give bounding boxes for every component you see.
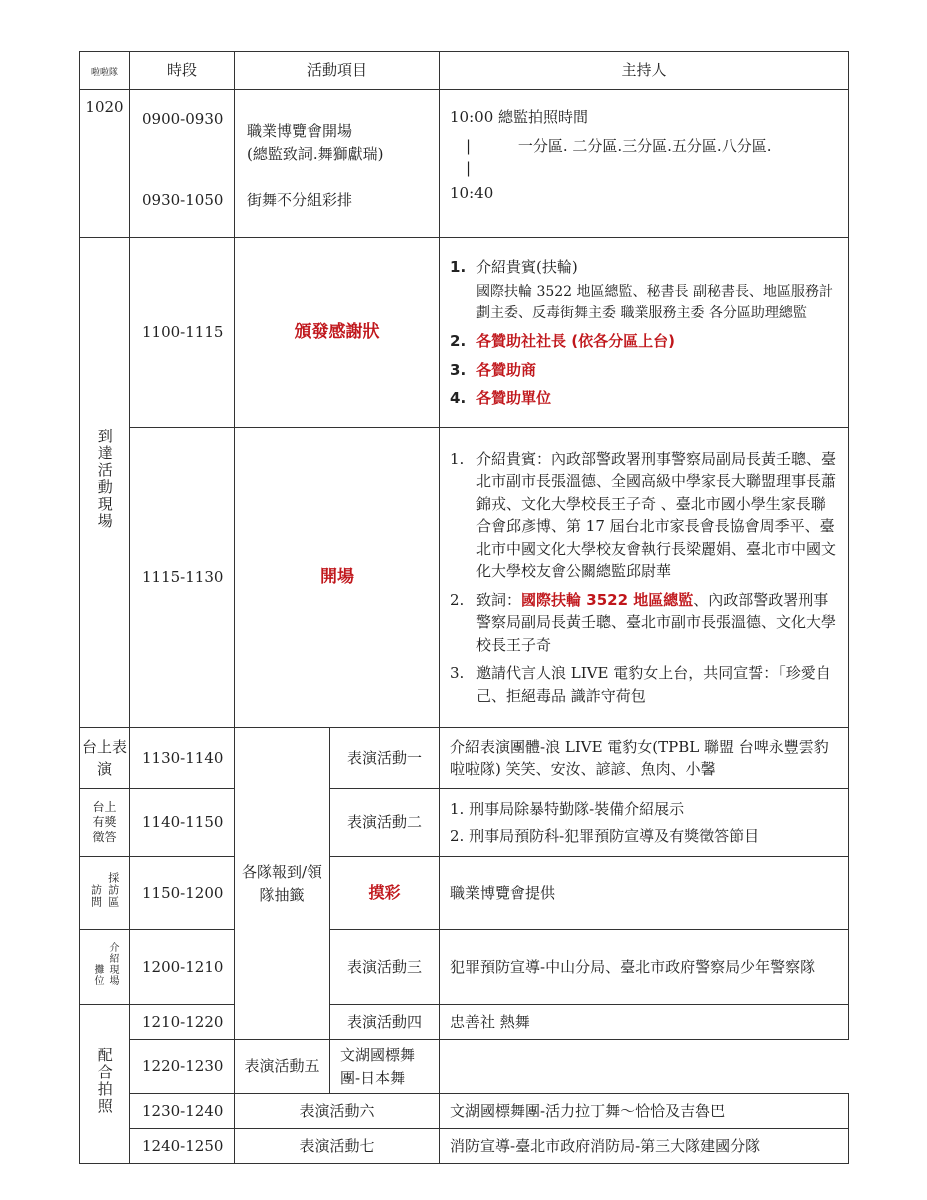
time-cell: 1240-1250 — [130, 1129, 235, 1164]
host-cell — [440, 238, 849, 428]
side-photo: 配合拍照 — [80, 1005, 130, 1164]
time-b: 0930-1050 — [142, 190, 224, 209]
table-row — [80, 1129, 849, 1164]
header-host: 主持人 — [440, 52, 849, 90]
host-line1: 1. 刑事局除暴特勤隊-裝備介紹展示 — [450, 800, 685, 818]
table-row — [80, 789, 849, 857]
group-checkin-cell: 各隊報到/領隊抽籤 — [235, 728, 330, 1040]
time-cell: 1100-1115 — [130, 238, 235, 428]
activity-cell: 表演活動五 — [235, 1040, 330, 1094]
side-quiz: 台上 有獎 徵答 — [80, 789, 130, 857]
header-activity: 活動項目 — [235, 52, 440, 90]
header-row — [80, 52, 849, 90]
host-line2: | 一分區. 二分區.三分區.五分區.八分區. — [466, 136, 772, 155]
host-line4: 10:40 — [450, 183, 494, 202]
header-time: 時段 — [130, 52, 235, 90]
schedule-table — [79, 51, 849, 1164]
activity-cell: 摸彩 — [330, 857, 440, 930]
table-row — [80, 238, 849, 428]
host-cell: 文湖國標舞團-活力拉丁舞～恰恰及吉魯巴 — [440, 1094, 849, 1129]
host-cell: 忠善社 熱舞 — [440, 1005, 849, 1040]
list-item: 3. 各贊助商 — [450, 360, 537, 379]
list-item: 1. 介紹貴賓(扶輪) 國際扶輪 3522 地區總監、秘書長 副秘書長、地區服務計劃主委、反毒街舞主委 職業服務主委 各分區助理總監 — [450, 257, 833, 321]
activity-a1: 職業博覽會開場 — [247, 122, 353, 140]
activity-b: 街舞不分組彩排 — [247, 191, 353, 209]
activity-cell: 表演活動三 — [330, 930, 440, 1005]
activity-a2: (總監致詞.舞獅獻瑞) — [247, 144, 384, 163]
time-cell: 1130-1140 — [130, 728, 235, 789]
time-a: 0900-0930 — [142, 110, 224, 128]
host-cell — [440, 90, 849, 238]
side-stage-show: 台上表演 — [80, 728, 130, 789]
activity-cell: 頒發感謝狀 — [235, 238, 440, 428]
table-row — [80, 1094, 849, 1129]
host-line1: 10:00 總監拍照時間 — [450, 108, 589, 126]
activity-cell: 表演活動六 — [235, 1094, 440, 1129]
activity-cell: 表演活動四 — [330, 1005, 440, 1040]
host-line2: 2. 刑事局預防科-犯罪預防宣導及有獎徵答節目 — [450, 826, 760, 845]
time-cell: 1150-1200 — [130, 857, 235, 930]
table-row — [80, 728, 849, 789]
date-cell: 1020 — [80, 90, 130, 238]
side-booth: 攤位 介紹現場 — [80, 930, 130, 1005]
side-arrival: 到達活動現場 — [80, 238, 130, 728]
host-cell: 職業博覽會提供 — [440, 857, 849, 930]
table-row — [80, 1005, 849, 1040]
host-cell: 文湖國標舞團-日本舞 — [330, 1040, 440, 1094]
host-cell: 介紹表演團體-浪 LIVE 電豹女(TPBL 聯盟 台啤永豐雲豹啦啦隊) 笑笑、安汝、諺諺、魚肉、小馨 — [440, 728, 849, 789]
time-cell — [130, 90, 235, 238]
time-cell: 1200-1210 — [130, 930, 235, 1005]
time-cell: 1220-1230 — [130, 1040, 235, 1094]
table-row — [80, 1040, 849, 1094]
activity-cell — [235, 90, 440, 238]
time-cell: 1230-1240 — [130, 1094, 235, 1129]
activity-cell: 開場 — [235, 428, 440, 728]
host-cell: 消防宣導-臺北市政府消防局-第三大隊建國分隊 — [440, 1129, 849, 1164]
list-item: 2. 各贊助社社長 (依各分區上台) — [450, 332, 675, 350]
time-cell: 1210-1220 — [130, 1005, 235, 1040]
time-cell: 1115-1130 — [130, 428, 235, 728]
host-cell — [440, 789, 849, 857]
time-cell: 1140-1150 — [130, 789, 235, 857]
activity-cell: 表演活動二 — [330, 789, 440, 857]
host-line3: | — [466, 159, 472, 177]
activity-cell: 表演活動七 — [235, 1129, 440, 1164]
header-cheer: 啦啦隊 — [80, 52, 130, 90]
side-interview: 訪問 採訪區 — [80, 857, 130, 930]
host-cell: 犯罪預防宣導-中山分局、臺北市政府警察局少年警察隊 — [440, 930, 849, 1005]
table-row — [80, 428, 849, 728]
table-row — [80, 90, 849, 238]
table-row — [80, 857, 849, 930]
list-item: 2. 致詞：國際扶輪 3522 地區總監、內政部警政署刑事警察局副局長黃壬聰、臺北市副市長張溫德、文化大學校長王子奇 — [450, 590, 837, 654]
activity-cell: 表演活動一 — [330, 728, 440, 789]
host-cell — [440, 428, 849, 728]
list-item: 4. 各贊助單位 — [450, 389, 552, 407]
list-item: 3. 邀請代言人浪 LIVE 電豹女上台，共同宣誓：「珍愛自己、拒絕毒品 識詐守荷包 — [450, 664, 831, 705]
list-item: 1. 介紹貴賓：內政部警政署刑事警察局副局長黃壬聰、臺北市副市長張溫德、全國高級中學家長大聯盟理事長蕭錦戎、文化大學校長王子奇 、臺北市國小學生家長聯合會邱彥博、第 17 屆台北市家長會長協會周季平、臺北市中國文化大學校友會執行長梁麗娟、臺北市中國文化大學校友會公關總監邱尉華 — [450, 449, 837, 581]
table-row — [80, 930, 849, 1005]
